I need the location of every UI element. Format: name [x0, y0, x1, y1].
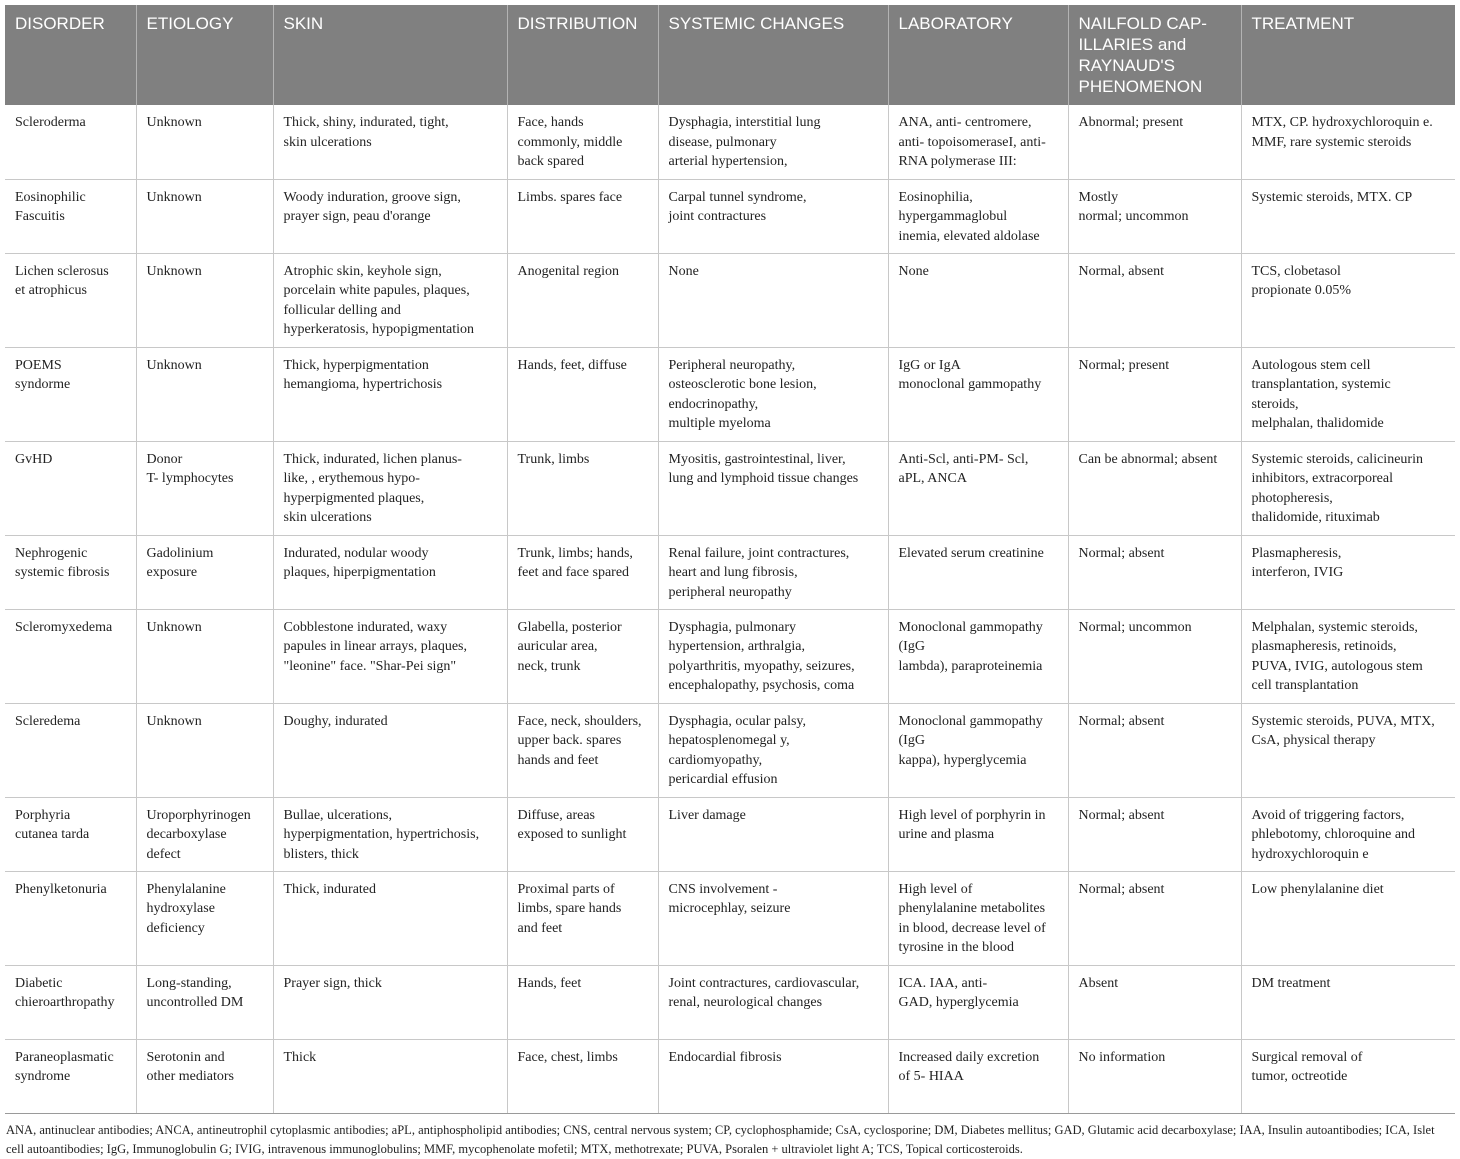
table-row — [5, 965, 1455, 1039]
cell-text: ICA. IAA, anti- GAD, hyperglycemia — [898, 975, 1019, 1011]
table-row — [5, 347, 1455, 441]
cell-text: Normal; absent — [1078, 807, 1165, 823]
cell-distribution — [507, 441, 658, 535]
cell-text: Abnormal; present — [1078, 115, 1184, 130]
cell-nailfold — [1068, 441, 1241, 535]
cell-treatment — [1241, 347, 1455, 441]
cell-disorder — [5, 179, 136, 253]
cell-skin — [273, 253, 507, 347]
cell-text: Hands, feet, diffuse — [517, 357, 627, 373]
cell-text: No information — [1078, 1049, 1166, 1065]
cell-distribution — [507, 1039, 658, 1113]
cell-etiology — [136, 609, 273, 703]
cell-text: Absent — [1078, 975, 1119, 991]
cell-nailfold — [1068, 797, 1241, 871]
cell-text: Low phenylalanine diet — [1251, 881, 1384, 897]
cell-text: Carpal tunnel syndrome, joint contractures — [668, 189, 807, 225]
cell-disorder — [5, 871, 136, 965]
cell-etiology — [136, 1039, 273, 1113]
cell-etiology — [136, 703, 273, 797]
cell-distribution — [507, 703, 658, 797]
cell-text: Woody induration, groove sign, prayer sign, peau d'orange — [283, 189, 461, 225]
cell-text: Trunk, limbs; hands, feet and face spared — [517, 545, 633, 581]
cell-systemic — [658, 179, 888, 253]
cell-etiology — [136, 441, 273, 535]
cell-text: Diabetic chieroarthropathy — [15, 975, 115, 1011]
cell-skin — [273, 965, 507, 1039]
cell-text: None — [668, 263, 699, 279]
cell-text: Face, hands commonly, middle back spared — [517, 115, 623, 170]
table-row — [5, 1039, 1455, 1113]
cell-treatment — [1241, 703, 1455, 797]
cell-systemic — [658, 871, 888, 965]
cell-text: Normal, absent — [1078, 263, 1165, 279]
cell-skin — [273, 441, 507, 535]
cell-text: Mostly normal; uncommon — [1078, 189, 1189, 225]
cell-treatment — [1241, 871, 1455, 965]
cell-text: Nephrogenic systemic fibrosis — [15, 545, 110, 581]
cell-nailfold — [1068, 609, 1241, 703]
cell-text: Limbs. spares face — [517, 189, 623, 205]
cell-text: Hands, feet — [517, 975, 582, 991]
cell-text: GvHD — [15, 451, 53, 467]
cell-etiology — [136, 871, 273, 965]
cell-etiology — [136, 965, 273, 1039]
cell-text: Paraneoplasmatic syndrome — [15, 1049, 114, 1085]
cell-text: Uroporphyrinogen decarboxylase defect — [146, 807, 251, 862]
cell-text: Unknown — [146, 619, 202, 635]
cell-laboratory — [888, 179, 1068, 253]
cell-skin — [273, 347, 507, 441]
cell-skin — [273, 871, 507, 965]
cell-text: Joint contractures, cardiovascular, renal, neurological changes — [668, 975, 860, 1011]
cell-text: Face, neck, shoulders, upper back. spares hands and feet — [517, 713, 642, 768]
cell-text: Thick, hyperpigmentation hemangioma, hypertrichosis — [283, 357, 443, 393]
cell-laboratory — [888, 609, 1068, 703]
cell-nailfold — [1068, 253, 1241, 347]
cell-nailfold — [1068, 1039, 1241, 1113]
cell-systemic — [658, 1039, 888, 1113]
table-row — [5, 253, 1455, 347]
header-treatment — [1241, 5, 1455, 105]
cell-distribution — [507, 871, 658, 965]
cell-nailfold — [1068, 105, 1241, 179]
cell-nailfold — [1068, 535, 1241, 609]
cell-text: Unknown — [146, 115, 202, 130]
cell-distribution — [507, 105, 658, 179]
cell-text: Face, chest, limbs — [517, 1049, 618, 1065]
cell-etiology — [136, 105, 273, 179]
cell-text: Lichen sclerosus et atrophicus — [15, 263, 109, 299]
cell-text: Normal; absent — [1078, 881, 1165, 897]
cell-text: Phenylketonuria — [15, 881, 107, 897]
table-container — [5, 5, 1455, 1159]
cell-text: Unknown — [146, 189, 202, 205]
cell-laboratory — [888, 441, 1068, 535]
cell-distribution — [507, 347, 658, 441]
cell-treatment — [1241, 253, 1455, 347]
cell-nailfold — [1068, 703, 1241, 797]
cell-systemic — [658, 441, 888, 535]
cell-nailfold — [1068, 179, 1241, 253]
cell-text: Systemic steroids, PUVA, MTX, CsA, physical therapy — [1251, 713, 1435, 749]
cell-text: Indurated, nodular woody plaques, hiperpigmentation — [283, 545, 436, 581]
cell-text: Surgical removal of tumor, octreotide — [1251, 1049, 1363, 1085]
cell-etiology — [136, 797, 273, 871]
cell-text: Elevated serum creatinine — [898, 545, 1044, 561]
cell-laboratory — [888, 1039, 1068, 1113]
cell-distribution — [507, 253, 658, 347]
cell-text: Melphalan, systemic steroids, plasmapheresis, retinoids, PUVA, IVIG, autologous stem cell transplantation — [1251, 619, 1423, 694]
table-row — [5, 535, 1455, 609]
cell-disorder — [5, 441, 136, 535]
cell-treatment — [1241, 1039, 1455, 1113]
header-laboratory — [888, 5, 1068, 105]
cell-text: Cobblestone indurated, waxy papules in linear arrays, plaques, "leonine" face. "Shar-Pei sign" — [283, 619, 467, 674]
cell-systemic — [658, 797, 888, 871]
cell-treatment — [1241, 609, 1455, 703]
cell-text: Proximal parts of limbs, spare hands and feet — [517, 881, 622, 936]
cell-skin — [273, 105, 507, 179]
cell-disorder — [5, 347, 136, 441]
cell-text: Scleroderma — [15, 115, 86, 130]
cell-text: Glabella, posterior auricular area, neck, trunk — [517, 619, 622, 674]
disorders-table — [5, 5, 1455, 1114]
table-header — [5, 5, 1455, 105]
cell-text: Normal; absent — [1078, 713, 1165, 729]
cell-text: Eosinophilic Fascuitis — [15, 189, 86, 225]
cell-text: POEMS syndorme — [15, 357, 71, 393]
table-footnote: ANA, antinuclear antibodies; ANCA, antineutrophil cytoplasmic antibodies; aPL, antiphospholipid antibodies; CNS, central nervous system; CP, cyclophosphamide; CsA, cyclosporine; DM, Diabetes mellitus; GAD, Glutamic acid decarboxylase; IAA, Insulin autoantibodies; ICA, Islet cell autoantibodies; IgG, Immunoglobulin G; IVIG, intravenous immunoglobulins; MMF, mycophenolate mofetil; MTX, methotrexate; PUVA, Psoralen + ultraviolet light A; TCS, Topical corticosteroids. — [6, 1122, 1435, 1156]
cell-text: Normal; uncommon — [1078, 619, 1192, 635]
cell-text: Peripheral neuropathy, osteosclerotic bone lesion, endocrinopathy, multiple myeloma — [668, 357, 817, 432]
cell-text: Plasmapheresis, interferon, IVIG — [1251, 545, 1344, 581]
cell-skin — [273, 797, 507, 871]
header-label: DISORDER — [15, 14, 105, 33]
header-label: SKIN — [283, 14, 324, 33]
cell-treatment — [1241, 105, 1455, 179]
cell-text: TCS, clobetasol propionate 0.05% — [1251, 263, 1352, 299]
cell-disorder — [5, 105, 136, 179]
cell-text: None — [898, 263, 929, 279]
cell-text: High level of porphyrin in urine and plasma — [898, 807, 1046, 843]
cell-laboratory — [888, 965, 1068, 1039]
cell-text: Trunk, limbs — [517, 451, 590, 467]
cell-text: Normal; present — [1078, 357, 1170, 373]
cell-systemic — [658, 965, 888, 1039]
cell-treatment — [1241, 965, 1455, 1039]
cell-systemic — [658, 105, 888, 179]
cell-treatment — [1241, 797, 1455, 871]
cell-text: Systemic steroids, calicineurin inhibitors, extracorporeal photopheresis, thalidomide, rituximab — [1251, 451, 1423, 526]
cell-disorder — [5, 1039, 136, 1113]
table-row — [5, 179, 1455, 253]
header-label: ETIOLOGY — [146, 14, 234, 33]
cell-text: Gadolinium exposure — [146, 545, 214, 581]
cell-etiology — [136, 535, 273, 609]
cell-treatment — [1241, 441, 1455, 535]
table-row — [5, 441, 1455, 535]
cell-disorder — [5, 253, 136, 347]
cell-disorder — [5, 965, 136, 1039]
cell-text: Thick — [283, 1049, 317, 1065]
table-row — [5, 609, 1455, 703]
cell-text: Long-standing, uncontrolled DM — [146, 975, 244, 1011]
cell-text: IgG or IgA monoclonal gammopathy — [898, 357, 1042, 393]
table-row — [5, 871, 1455, 965]
cell-laboratory — [888, 347, 1068, 441]
header-systemic-changes — [658, 5, 888, 105]
cell-text: Anogenital region — [517, 263, 619, 279]
cell-text: Dysphagia, ocular palsy, hepatosplenomegal y, cardiomyopathy, pericardial effusion — [668, 713, 806, 788]
cell-text: Porphyria cutanea tarda — [15, 807, 90, 843]
cell-laboratory — [888, 105, 1068, 179]
cell-text: DM treatment — [1251, 975, 1331, 991]
cell-disorder — [5, 535, 136, 609]
cell-text: Thick, indurated — [283, 881, 377, 897]
cell-text: Phenylalanine hydroxylase deficiency — [146, 881, 226, 936]
cell-text: Renal failure, joint contractures, heart and lung fibrosis, peripheral neuropathy — [668, 545, 850, 600]
cell-skin — [273, 609, 507, 703]
header-distribution — [507, 5, 658, 105]
table-row — [5, 797, 1455, 871]
cell-distribution — [507, 609, 658, 703]
cell-text: Dysphagia, pulmonary hypertension, arthralgia, polyarthritis, myopathy, seizures, encephalopathy, psychosis, coma — [668, 619, 855, 694]
cell-systemic — [658, 253, 888, 347]
cell-laboratory — [888, 797, 1068, 871]
cell-text: Serotonin and other mediators — [146, 1049, 234, 1085]
cell-laboratory — [888, 253, 1068, 347]
header-label: TREATMENT — [1251, 14, 1355, 33]
header-label: NAILFOLD CAP- ILLARIES and RAYNAUD'S PHENOMENON — [1078, 14, 1207, 96]
cell-skin — [273, 535, 507, 609]
header-label: LABORATORY — [898, 14, 1013, 33]
cell-text: Donor T- lymphocytes — [146, 451, 234, 487]
cell-laboratory — [888, 535, 1068, 609]
cell-text: Systemic steroids, MTX. CP — [1251, 189, 1413, 205]
cell-text: CNS involvement - microcephlay, seizure — [668, 881, 791, 917]
cell-laboratory — [888, 871, 1068, 965]
cell-systemic — [658, 535, 888, 609]
table-row — [5, 703, 1455, 797]
header-skin — [273, 5, 507, 105]
header-row — [5, 5, 1455, 105]
cell-etiology — [136, 179, 273, 253]
cell-distribution — [507, 797, 658, 871]
table-row — [5, 105, 1455, 179]
cell-text: Scleredema — [15, 713, 81, 729]
cell-distribution — [507, 535, 658, 609]
table-body — [5, 105, 1455, 1113]
cell-etiology — [136, 253, 273, 347]
cell-text: Bullae, ulcerations, hyperpigmentation, hypertrichosis, blisters, thick — [283, 807, 480, 862]
cell-text: Monoclonal gammopathy (IgG lambda), paraproteinemia — [898, 619, 1043, 674]
cell-text: Scleromyxedema — [15, 619, 113, 635]
cell-text: Thick, indurated, lichen planus- like, , erythemous hypo- hyperpigmented plaques, skin ulcerations — [283, 451, 462, 526]
cell-text: Anti-Scl, anti-PM- Scl, aPL, ANCA — [898, 451, 1029, 487]
header-disorder — [5, 5, 136, 105]
cell-skin — [273, 703, 507, 797]
header-nailfold — [1068, 5, 1241, 105]
cell-text: Autologous stem cell transplantation, systemic steroids, melphalan, thalidomide — [1251, 357, 1391, 432]
cell-text: Eosinophilia, hypergammaglobul inemia, elevated aldolase — [898, 189, 1040, 244]
cell-nailfold — [1068, 871, 1241, 965]
cell-text: Monoclonal gammopathy (IgG kappa), hyperglycemia — [898, 713, 1043, 768]
cell-text: Unknown — [146, 263, 202, 279]
cell-text: Unknown — [146, 357, 202, 373]
cell-text: Myositis, gastrointestinal, liver, lung and lymphoid tissue changes — [668, 451, 859, 487]
cell-nailfold — [1068, 965, 1241, 1039]
cell-text: MTX, CP. hydroxychloroquin e. MMF, rare systemic steroids — [1251, 115, 1433, 150]
cell-distribution — [507, 965, 658, 1039]
cell-text: Liver damage — [668, 807, 746, 823]
header-etiology — [136, 5, 273, 105]
header-label: SYSTEMIC CHANGES — [668, 14, 845, 33]
cell-systemic — [658, 347, 888, 441]
cell-text: Thick, shiny, indurated, tight, skin ulcerations — [283, 115, 449, 150]
cell-systemic — [658, 703, 888, 797]
cell-disorder — [5, 797, 136, 871]
cell-text: Diffuse, areas exposed to sunlight — [517, 807, 627, 843]
cell-nailfold — [1068, 347, 1241, 441]
cell-systemic — [658, 609, 888, 703]
cell-text: Normal; absent — [1078, 545, 1165, 561]
header-label: DISTRIBUTION — [517, 14, 638, 33]
cell-laboratory — [888, 703, 1068, 797]
cell-text: Doughy, indurated — [283, 713, 388, 729]
cell-skin — [273, 179, 507, 253]
cell-distribution — [507, 179, 658, 253]
cell-text: High level of phenylalanine metabolites in blood, decrease level of tyrosine in the blood — [898, 881, 1046, 956]
cell-text: Atrophic skin, keyhole sign, porcelain white papules, plaques, follicular delling and hyperkeratosis, hypopigmentation — [283, 263, 475, 338]
cell-text: ANA, anti- centromere, anti- topoisomeraseI, anti- RNA polymerase III: — [898, 115, 1046, 170]
cell-text: Prayer sign, thick — [283, 975, 382, 991]
cell-text: Endocardial fibrosis — [668, 1049, 782, 1065]
cell-disorder — [5, 703, 136, 797]
cell-disorder — [5, 609, 136, 703]
cell-etiology — [136, 347, 273, 441]
cell-text: Can be abnormal; absent — [1078, 451, 1218, 467]
cell-treatment — [1241, 535, 1455, 609]
cell-text: Unknown — [146, 713, 202, 729]
cell-treatment — [1241, 179, 1455, 253]
cell-skin — [273, 1039, 507, 1113]
cell-text: Avoid of triggering factors, phlebotomy, chloroquine and hydroxychloroquin e — [1251, 807, 1416, 862]
cell-text: Increased daily excretion of 5- HIAA — [898, 1049, 1040, 1085]
cell-text: Dysphagia, interstitial lung disease, pulmonary arterial hypertension, — [668, 115, 821, 170]
